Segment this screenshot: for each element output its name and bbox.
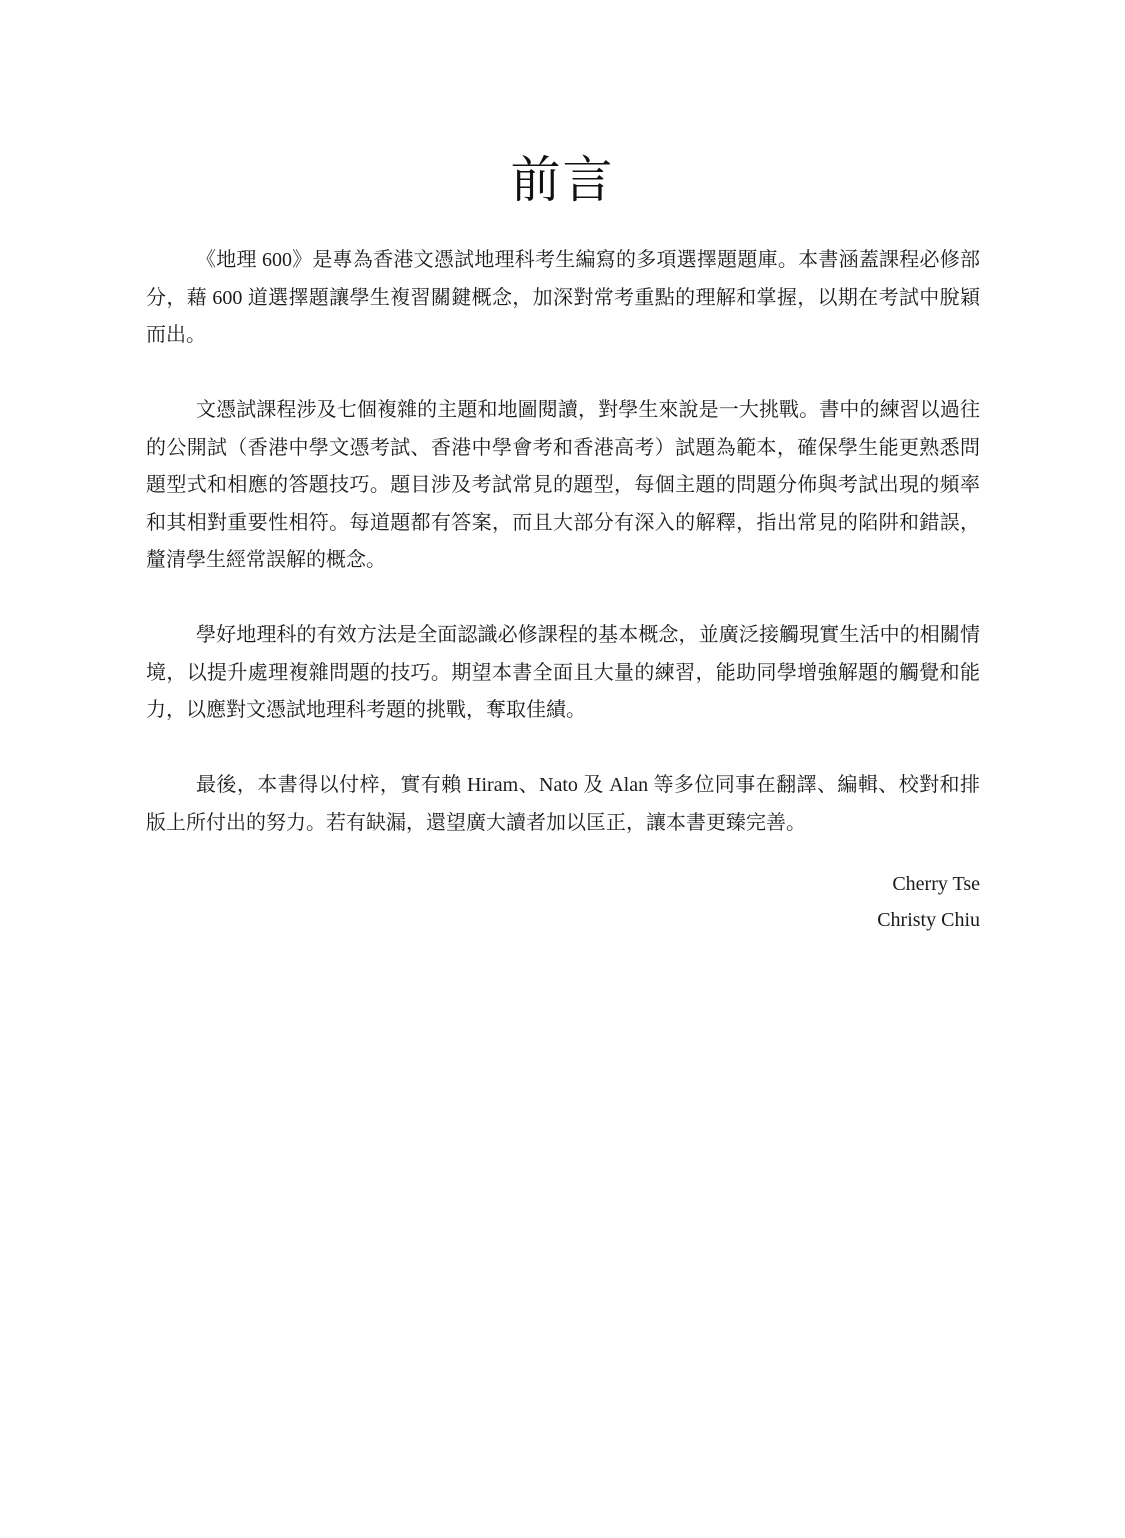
author-name: Cherry Tse [892, 873, 980, 895]
paragraph-intro: 《地理 600》是專為香港文憑試地理科考生編寫的多項選擇題題庫。本書涵蓋課程必修部分，藉 600 道選擇題讓學生複習關鍵概念，加深對常考重點的理解和掌握，以期在考試中脫穎而出。 [146, 249, 980, 346]
paragraph-curriculum: 文憑試課程涉及七個複雜的主題和地圖閱讀，對學生來說是一大挑戰。書中的練習以過往的公開試（香港中學文憑考試、香港中學會考和香港高考）試題為範本，確保學生能更熟悉問題型式和相應的答題技巧。題目涉及考試常見的題型，每個主題的問題分佈與考試出現的頻率和其相對重要性相符。每道題都有答案，而且大部分有深入的解釋，指出常見的陷阱和錯誤，釐清學生經常誤解的概念。 [146, 399, 980, 571]
author-name: Christy Chiu [877, 909, 980, 931]
paragraph-study-method: 學好地理科的有效方法是全面認識必修課程的基本概念，並廣泛接觸現實生活中的相關情境，以提升處理複雜問題的技巧。期望本書全面且大量的練習，能助同學增強解題的觸覺和能力，以應對文憑試地理科考題的挑戰，奪取佳績。 [146, 624, 980, 721]
paragraph-acknowledgement: 最後，本書得以付梓，實有賴 Hiram、Nato 及 Alan 等多位同事在翻譯、編輯、校對和排版上所付出的努力。若有缺漏，還望廣大讀者加以匡正，讓本書更臻完善。 [146, 774, 980, 834]
page-title: 前言 [510, 151, 615, 209]
author-signatures [877, 866, 980, 938]
preface-body [146, 242, 980, 880]
